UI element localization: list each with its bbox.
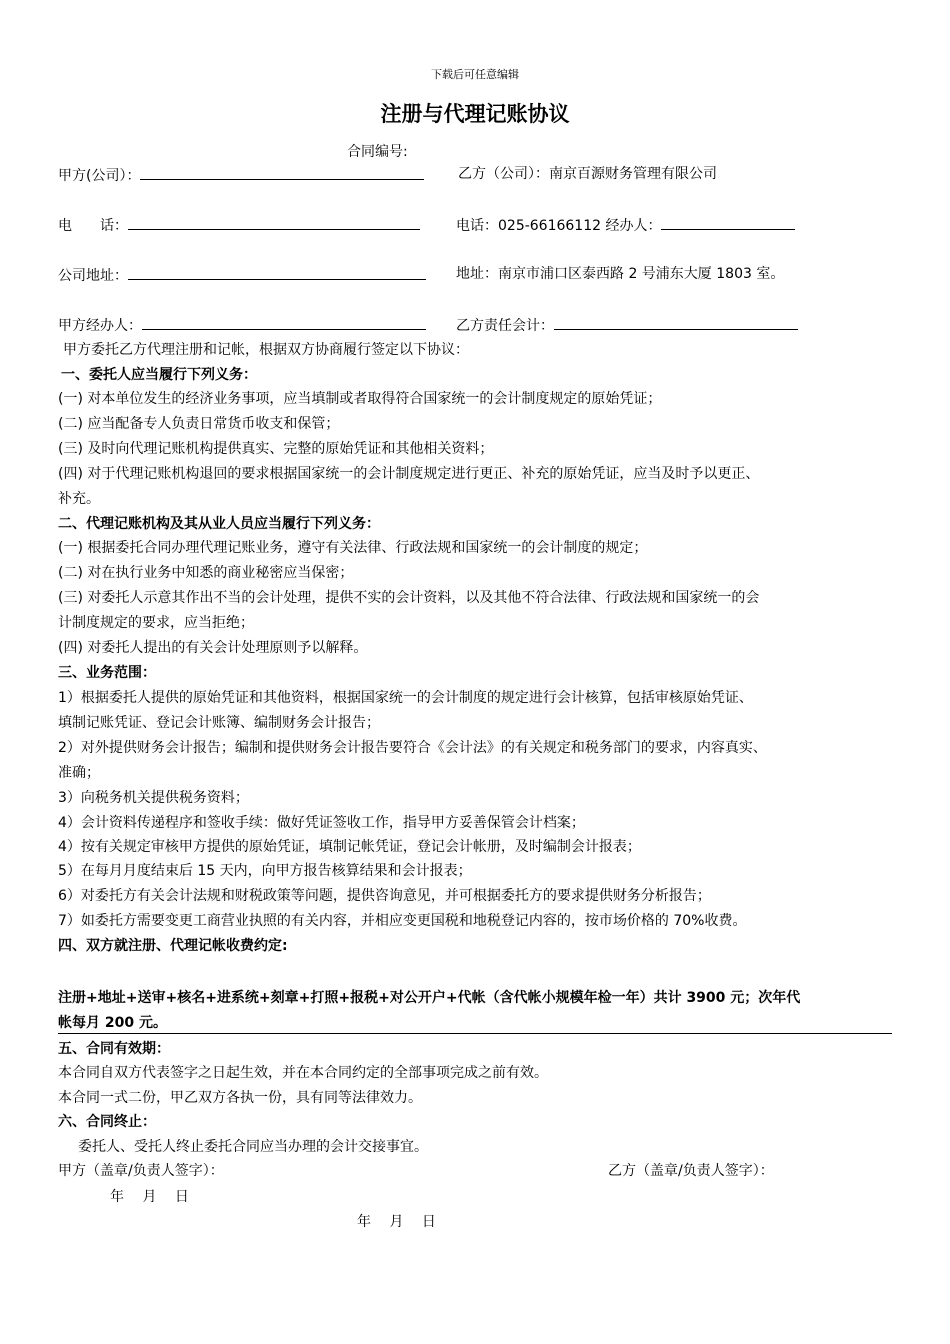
party-a-handler-row — [58, 315, 426, 335]
party-b-phone-value: 025-66166112 — [498, 218, 602, 234]
section-3-item: 1）根据委托人提供的原始凭证和其他资料，根据国家统一的会计制度的规定进行会计核算，包括审核原始凭证、 — [58, 690, 753, 706]
section-1-item: (四) 对于代理记账机构退回的要求根据国家统一的会计制度规定进行更正、补充的原始凭证，应当及时予以更正、 — [58, 466, 760, 482]
party-b-accountant-label: 乙方责任会计： — [456, 318, 554, 334]
party-b-address-label: 地址： — [456, 266, 498, 282]
party-a-company-row — [58, 165, 424, 185]
section-3-item: 5）在每月月度结束后 15 天内，向甲方报告核算结果和会计报表； — [58, 863, 472, 879]
party-a-company-label: 甲方(公司）： — [58, 168, 141, 184]
section-2-item: (一) 根据委托合同办理代理记账业务，遵守有关法律、行政法规和国家统一的会计制度的规定； — [58, 540, 648, 556]
section-3-item: 6）对委托方有关会计法规和财税政策等问题，提供咨询意见，并可根据委托方的要求提供财务分析报告； — [58, 888, 711, 904]
header-note: 下载后可任意编辑 — [431, 68, 519, 81]
fee-underline — [58, 1033, 892, 1034]
section-3-title: 三、业务范围： — [58, 665, 156, 681]
section-3-item: 准确； — [58, 765, 100, 781]
party-a-signature-label: 甲方（盖章/负责人签字）： — [58, 1163, 224, 1179]
party-b-handler-blank[interactable] — [661, 215, 795, 230]
section-1-item: (一) 对本单位发生的经济业务事项，应当填制或者取得符合国家统一的会计制度规定的原始凭证； — [58, 391, 662, 407]
party-b-company-label: 乙方（公司）： — [458, 166, 549, 182]
party-b-date: 年 月 日 — [357, 1214, 436, 1230]
party-a-phone-blank[interactable] — [128, 215, 420, 230]
fee-line: 帐每月 200 元。 — [58, 1015, 167, 1031]
section-2-item: (四) 对委托人提出的有关会计处理原则予以解释。 — [58, 640, 368, 656]
party-a-handler-label: 甲方经办人： — [58, 318, 142, 334]
party-b-phone-row — [456, 215, 795, 235]
section-2-title: 二、代理记账机构及其从业人员应当履行下列义务： — [58, 516, 380, 532]
party-b-handler-label: 经办人： — [605, 218, 662, 234]
fee-line: 注册+地址+送审+核名+进系统+刻章+打照+报税+对公开户+代帐（含代帐小规模年检一年）共计 3900 元；次年代 — [58, 990, 801, 1006]
section-1-title: 一、委托人应当履行下列义务： — [61, 367, 257, 383]
section-6-item: 委托人、受托人终止委托合同应当办理的会计交接事宜。 — [78, 1139, 428, 1155]
section-3-item: 4）会计资料传递程序和签收手续：做好凭证签收工作，指导甲方妥善保管会计档案； — [58, 815, 585, 831]
section-3-item: 7）如委托方需要变更工商营业执照的有关内容，并相应变更国税和地税登记内容的，按市场价格的 70%收费。 — [58, 913, 747, 929]
party-b-accountant-blank[interactable] — [554, 315, 798, 330]
party-b-company-name: 南京百源财务管理有限公司 — [549, 166, 717, 182]
party-a-company-blank[interactable] — [140, 165, 424, 180]
section-1-item: 补充。 — [58, 491, 100, 507]
section-5-item: 本合同一式二份，甲乙双方各执一份，具有同等法律效力。 — [58, 1090, 422, 1106]
party-b-phone-label: 电话： — [456, 218, 498, 234]
section-2-item: (二) 对在执行业务中知悉的商业秘密应当保密； — [58, 565, 354, 581]
section-2-item: 计制度规定的要求，应当拒绝； — [58, 615, 254, 631]
party-a-address-label: 公司地址： — [58, 268, 128, 284]
contract-number-label: 合同编号: — [347, 144, 408, 160]
party-b-address-value: 南京市浦口区泰西路 2 号浦东大厦 1803 室。 — [498, 266, 785, 282]
party-a-address-blank[interactable] — [128, 265, 426, 280]
party-a-date: 年 月 日 — [110, 1189, 189, 1205]
party-b-accountant-row — [456, 315, 798, 335]
section-3-item: 4）按有关规定审核甲方提供的原始凭证，填制记帐凭证，登记会计帐册，及时编制会计报表； — [58, 839, 641, 855]
section-4-title: 四、双方就注册、代理记帐收费约定: — [58, 938, 288, 954]
document-title: 注册与代理记账协议 — [380, 102, 570, 126]
party-a-address-row — [58, 265, 426, 285]
section-3-item: 2）对外提供财务会计报告；编制和提供财务会计报告要符合《会计法》的有关规定和税务部门的要求，内容真实、 — [58, 740, 767, 756]
section-2-item: (三) 对委托人示意其作出不当的会计处理，提供不实的会计资料，以及其他不符合法律、行政法规和国家统一的会 — [58, 590, 760, 606]
section-5-item: 本合同自双方代表签字之日起生效，并在本合同约定的全部事项完成之前有效。 — [58, 1065, 548, 1081]
section-1-item: (三) 及时向代理记账机构提供真实、完整的原始凭证和其他相关资料； — [58, 441, 494, 457]
section-5-title: 五、合同有效期： — [58, 1041, 170, 1057]
section-6-title: 六、合同终止： — [58, 1114, 156, 1130]
party-a-phone-label: 电 话： — [58, 218, 128, 234]
section-3-item: 填制记账凭证、登记会计账簿、编制财务会计报告； — [58, 715, 380, 731]
party-b-company-row — [458, 165, 717, 183]
party-b-address-row — [456, 265, 784, 283]
section-3-item: 3）向税务机关提供税务资料； — [58, 790, 249, 806]
party-a-phone-row — [58, 215, 420, 235]
section-1-item: (二) 应当配备专人负责日常货币收支和保管； — [58, 416, 340, 432]
intro-text: 甲方委托乙方代理注册和记帐，根据双方协商履行签定以下协议： — [63, 342, 469, 358]
party-b-signature-label: 乙方（盖章/负责人签字）： — [608, 1163, 774, 1179]
party-a-handler-blank[interactable] — [142, 315, 426, 330]
